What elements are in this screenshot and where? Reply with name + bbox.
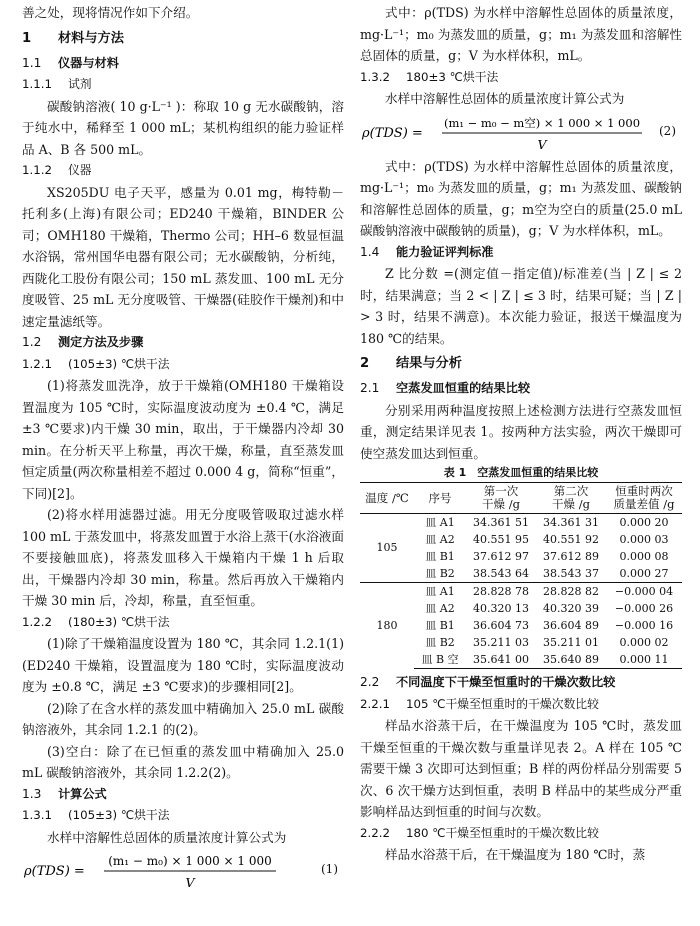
right-column <box>360 2 682 866</box>
table-cell: −0.000 16 <box>614 618 674 632</box>
table-row <box>360 514 682 532</box>
table-body <box>360 514 682 669</box>
table-cell: 34.361 51 <box>473 515 529 529</box>
subsubsection-heading: 1.2.1 (105±3) ℃烘干法 <box>22 356 170 371</box>
table-caption: 表 1 空蒸发皿恒重的结果比较 <box>443 466 599 479</box>
table-cell: 0.000 08 <box>619 549 669 563</box>
table-cell: 40.320 13 <box>473 601 529 615</box>
table-cell: 38.543 64 <box>473 566 529 580</box>
table-cell: 皿 A2 <box>425 532 455 546</box>
formula-denominator: V <box>537 136 547 152</box>
table-cell: −0.000 04 <box>606 583 682 601</box>
table-cell: 35.211 01 <box>543 635 599 649</box>
results-paragraph: 样品水浴蒸干后，在干燥温度为 105 ℃时，蒸发皿干燥至恒重的干燥次数与重量详见表 2。A 样在 105 ℃需要干燥 3 次即可达到恒重；B 样的两份样品分别需要 5 次、6 次干燥方达到恒重，表明 B 样品中的某些成分严重影响样品达到恒重的时间与次数。 <box>360 718 682 819</box>
table-header: 温度 /℃ <box>360 483 414 514</box>
step-paragraph: (2)将水样用滤器过滤。用无分度吸管吸取过滤水样 100 mL 于蒸发皿中，将蒸发皿置于水浴上蒸干(水浴液面不要接触皿底)，将蒸发皿移入干燥箱内干燥 1 h 后取出，干燥器内冷却 30 min，称量。然后再放入干燥箱内干燥 30 min 后，冷却，称量，直至恒重。 <box>22 507 344 608</box>
subsection-heading: 1.4 能力验证评判标准 <box>360 244 494 259</box>
table-cell: 40.551 92 <box>543 532 599 546</box>
table-cell: 皿 B2 <box>425 635 455 649</box>
table-cell: 皿 B1 <box>425 549 455 563</box>
section-heading: 1 材料与方法 <box>22 30 124 46</box>
subsubsection-heading: 1.2.2 (180±3) ℃烘干法 <box>22 614 170 629</box>
subsection-heading: 2.2 不同温度下干燥至恒重时的干燥次数比较 <box>360 675 616 689</box>
subsubsection-heading: 2.2.2 180 ℃干燥至恒重时的干燥次数比较 <box>360 825 599 840</box>
formula-number: (2) <box>659 123 676 138</box>
formula-intro: 水样中溶解性总固体的质量浓度计算公式为 <box>47 829 287 845</box>
table-cell: 0.000 03 <box>619 532 669 546</box>
table-row <box>360 583 682 601</box>
table-cell: 28.828 82 <box>536 583 606 601</box>
criteria-paragraph: Z 比分数 =(测定值－指定值)/标准差(当 | Z | ≤ 2 时，结果满意；当 2 < | Z | ≤ 3 时，结果可疑；当 | Z | > 3 时，结果不满意)。本次能力验证，报送干燥温度为 180 ℃的结果。 <box>360 266 682 346</box>
formula-explanation: 式中：ρ(TDS) 为水样中溶解性总固体的质量浓度，mg·L⁻¹；m₀ 为蒸发皿的质量，g；m₁ 为蒸发皿、碳酸钠和溶解性总固体的质量，g；m空为空白的质量(25.0 mL 碳酸钠溶液中碳酸钠的质量)，g；V 为水样体积，mL。 <box>360 158 682 238</box>
table-cell: 皿 B2 <box>425 566 455 580</box>
subsection-heading: 1.1 仪器与材料 <box>22 55 119 70</box>
reagent-paragraph: 碳酸钠溶液( 10 g·L⁻¹ )：称取 10 g 无水碳酸钠，溶于纯水中，稀释至 1 000 mL；某机构组织的能力验证样品 A、B 各 500 mL。 <box>22 98 344 157</box>
table-cell: 40.320 39 <box>543 601 599 615</box>
table-cell: 皿 B1 <box>425 618 455 632</box>
table-header-row <box>360 483 682 514</box>
formula-intro: 水样中溶解性总固体的质量浓度计算公式为 <box>385 91 625 106</box>
step-paragraph: (1)除了干燥箱温度设置为 180 ℃，其余同 1.2.1(1)(ED240 干燥箱，设置温度为 180 ℃时，实际温度波动度为 ±0.8 ℃，满足 ±3 ℃要求)的步骤相同[2]。 <box>22 636 344 694</box>
table-header: 第一次 干燥 /g <box>466 483 536 514</box>
intro-text: 善之处，现将情况作如下介绍。 <box>22 5 199 20</box>
formula-numerator: (m₁ − m₀) × 1 000 × 1 000 <box>108 854 272 868</box>
formula-lhs: ρ(TDS) = <box>362 125 423 141</box>
table-header: 恒重时两次 质量差值 /g <box>606 483 682 514</box>
table-cell: 0.000 27 <box>619 566 669 580</box>
table-cell: 34.361 31 <box>543 515 599 529</box>
table-cell: 37.612 89 <box>543 549 599 563</box>
results-paragraph: 样品水浴蒸干后，在干燥温度为 180 ℃时，蒸 <box>385 847 646 862</box>
formula-1 <box>22 850 344 892</box>
table-cell: 0.000 20 <box>619 515 669 529</box>
step-paragraph: (2)除了在含水样的蒸发皿中精确加入 25.0 mL 碳酸钠溶液外，其余同 1.2.1 的(2)。 <box>22 700 344 737</box>
table-cell: 皿 A1 <box>414 583 466 601</box>
table-cell: 40.551 95 <box>473 532 529 546</box>
formula-2-graphic <box>360 112 660 154</box>
subsubsection-heading: 1.3.1 (105±3) ℃烘干法 <box>22 808 170 822</box>
table-cell: 36.604 89 <box>543 618 599 632</box>
table-cell: 皿 B 空 <box>414 651 466 669</box>
subsection-heading: 1.2 测定方法及步骤 <box>22 335 144 349</box>
step-paragraph: (3)空白：除了在已恒重的蒸发皿中精确加入 25.0 mL 碳酸钠溶液外，其余同 1.2.2(2)。 <box>22 743 344 780</box>
instruments-paragraph: XS205DU 电子天平，感量为 0.01 mg，梅特勒－托利多(上海)有限公司；ED240 干燥箱，BINDER 公司；OMH180 干燥箱，Thermo 公司；HH–6 数显恒温水浴锅，常州国华电器有限公司；无水碳酸钠，分析纯，西陇化工股份有限公司；150 mL 蒸发皿、100 mL 无分度吸管、25 mL 无分度吸管、干燥器(硅胶作干燥剂)和中速定量滤纸等。 <box>22 184 344 329</box>
table-cell: 28.828 78 <box>466 583 536 601</box>
formula-lhs: ρ(TDS) = <box>24 864 85 879</box>
subsection-heading: 1.3 计算公式 <box>22 786 107 801</box>
table-cell: 0.000 02 <box>619 635 669 649</box>
subsubsection-heading: 2.2.1 105 ℃干燥至恒重时的干燥次数比较 <box>360 696 599 711</box>
step-paragraph: (1)将蒸发皿洗净，放于干燥箱(OMH180 干燥箱设置温度为 105 ℃时，实际温度波动度为 ±0.4 ℃，满足 ±3 ℃要求)内干燥 30 min，取出，于干燥器内冷却 30 min。在分析天平上称量，再次干燥，称量，直至蒸发皿恒定质量(两次称量相差不超过 0.000 4 g，简称“恒重”，下同)[2]。 <box>22 378 344 501</box>
table-cell: 38.543 37 <box>543 566 599 580</box>
table-cell: 35.211 03 <box>473 635 529 649</box>
table-cell: 37.612 97 <box>473 549 529 563</box>
subsubsection-heading: 1.1.2 仪器 <box>22 163 92 177</box>
table-cell: −0.000 26 <box>614 601 674 615</box>
formula-1-graphic <box>22 850 322 892</box>
formula-number: (1) <box>321 862 338 876</box>
table-cell-temperature: 180 <box>360 583 414 669</box>
subsubsection-heading: 1.1.1 试剂 <box>22 77 92 91</box>
subsubsection-heading: 1.3.2 180±3 ℃烘干法 <box>360 69 499 84</box>
table-header: 序号 <box>414 483 466 514</box>
table-cell: 皿 A1 <box>425 515 455 529</box>
table-cell: 0.000 11 <box>606 651 682 669</box>
formula-explanation: 式中：ρ(TDS) 为水样中溶解性总固体的质量浓度，mg·L⁻¹；m₀ 为蒸发皿的质量，g；m₁ 为蒸发皿和溶解性总固体的质量，g；V 为水样体积，mL。 <box>360 5 682 63</box>
results-paragraph: 分别采用两种温度按照上述检测方法进行空蒸发皿恒重，测定结果详见表 1。按两种方法实验，两次干燥即可使空蒸发皿达到恒重。 <box>360 402 682 461</box>
formula-numerator: (m₁ − m₀ − m空) × 1 000 × 1 000 <box>443 115 641 130</box>
table-cell: 35.640 89 <box>536 651 606 669</box>
table-cell-temperature: 105 <box>376 541 398 555</box>
table-cell: 皿 A2 <box>425 601 455 615</box>
section-heading: 2 结果与分析 <box>360 356 462 371</box>
subsection-heading: 2.1 空蒸发皿恒重的结果比较 <box>360 381 531 395</box>
formula-2 <box>360 112 682 154</box>
results-table <box>360 482 682 669</box>
table-cell: 35.641 00 <box>466 651 536 669</box>
table-cell: 36.604 73 <box>473 618 529 632</box>
table-header: 第二次 干燥 /g <box>536 483 606 514</box>
left-column <box>22 2 344 894</box>
formula-denominator: V <box>185 875 195 890</box>
